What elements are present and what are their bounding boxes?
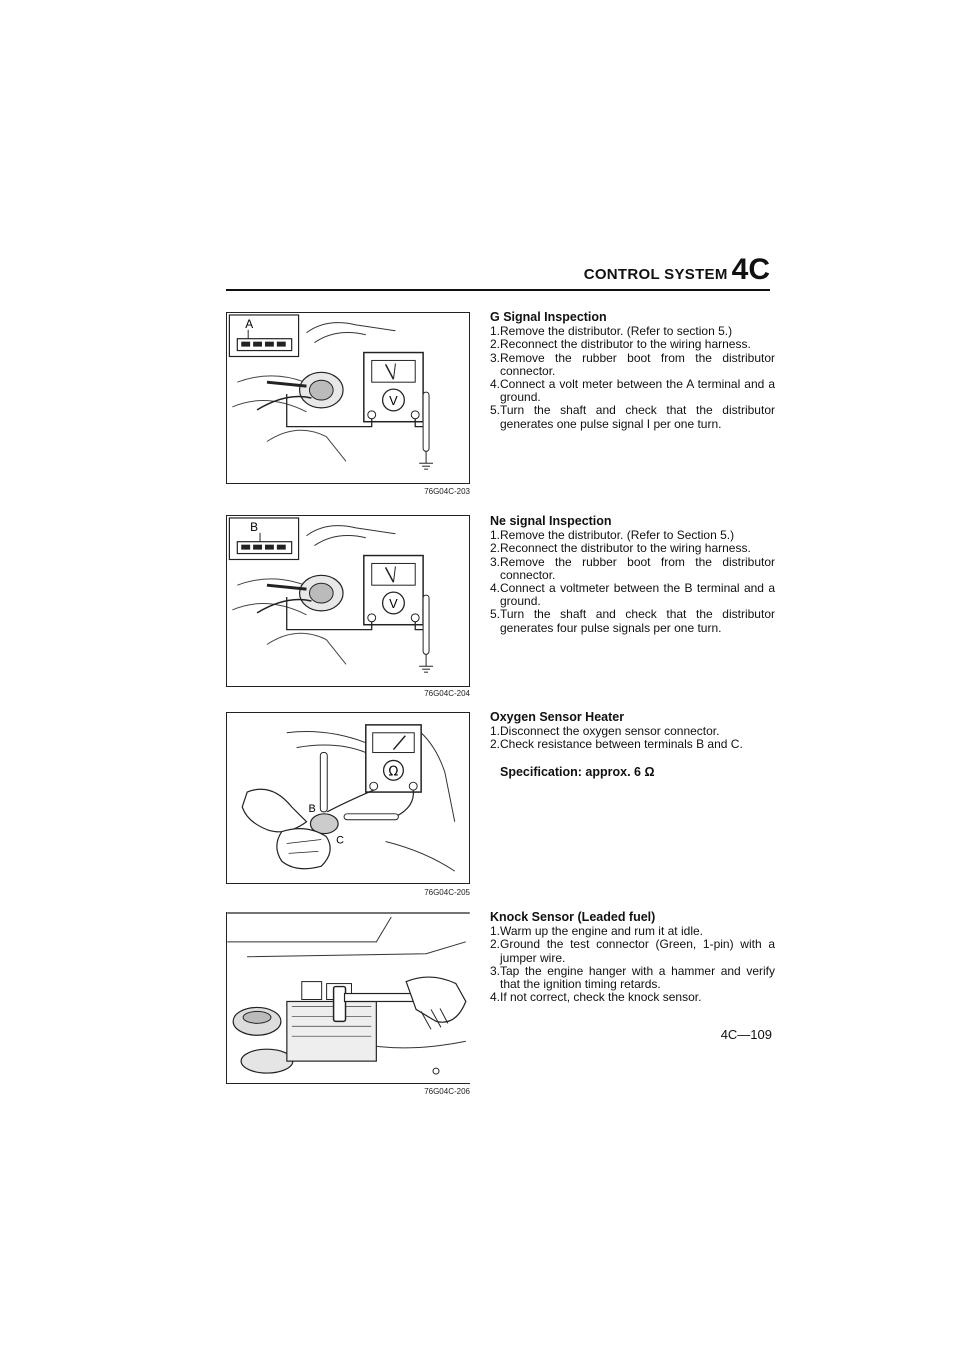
step-item: 1. Disconnect the oxygen sensor connector. bbox=[490, 724, 720, 739]
section-g-signal bbox=[490, 311, 775, 431]
section-heading: Oxygen Sensor Heater bbox=[490, 710, 625, 724]
terminal-label-b: B bbox=[308, 802, 316, 815]
header-divider bbox=[226, 289, 770, 291]
section-ne-signal bbox=[490, 515, 775, 635]
section-knock-sensor bbox=[490, 911, 775, 1004]
figure-g-signal bbox=[226, 312, 470, 484]
voltmeter-symbol: V bbox=[389, 595, 398, 611]
figure-caption: 76G04C-206 bbox=[424, 1087, 470, 1096]
step-list bbox=[490, 725, 775, 751]
page-header-title bbox=[520, 253, 770, 287]
step-item: 4. If not correct, check the knock sensor. bbox=[490, 990, 702, 1005]
step-item: 1. Warm up the engine and rum it at idle. bbox=[490, 924, 703, 939]
figure-caption: 76G04C-204 bbox=[424, 689, 470, 698]
ohmmeter-illustration bbox=[227, 713, 469, 883]
section-heading: Knock Sensor (Leaded fuel) bbox=[490, 910, 656, 924]
step-item: 2. Reconnect the distributor to the wiring harness. bbox=[490, 337, 751, 352]
terminal-label-c: C bbox=[336, 834, 344, 847]
terminal-label-a: A bbox=[245, 316, 254, 331]
figure-caption: 76G04C-205 bbox=[424, 888, 470, 897]
voltmeter-symbol: V bbox=[389, 392, 398, 408]
step-list bbox=[490, 325, 775, 431]
distributor-voltmeter-illustration bbox=[227, 516, 469, 686]
page-number: 4C—109 bbox=[720, 1027, 772, 1042]
ohmmeter-symbol: Ω bbox=[388, 764, 399, 780]
figure-oxygen-sensor bbox=[226, 712, 470, 884]
step-item: 3. Remove the rubber boot from the distributor connector. bbox=[490, 350, 775, 378]
section-heading: G Signal Inspection bbox=[490, 310, 607, 324]
step-item: 5. Turn the shaft and check that the distributor generates four pulse signals per one turn. bbox=[490, 607, 775, 635]
step-item: 3. Remove the rubber boot from the distributor connector. bbox=[490, 554, 775, 582]
figure-ne-signal bbox=[226, 515, 470, 687]
step-list bbox=[490, 529, 775, 635]
step-list bbox=[490, 925, 775, 1004]
step-item: 5. Turn the shaft and check that the distributor generates one pulse signal I per one turn. bbox=[490, 403, 775, 431]
step-item: 1. Remove the distributor. (Refer to section 5.) bbox=[490, 324, 733, 339]
distributor-voltmeter-illustration bbox=[227, 313, 469, 483]
section-oxygen-sensor-heater bbox=[490, 711, 775, 779]
step-item: 2. Check resistance between terminals B and C. bbox=[490, 737, 743, 752]
step-item: 1. Remove the distributor. (Refer to Section 5.) bbox=[490, 528, 735, 543]
figure-knock-sensor bbox=[226, 912, 470, 1084]
engine-hammer-illustration bbox=[227, 912, 470, 1083]
section-heading: Ne signal Inspection bbox=[490, 514, 612, 528]
terminal-label-b: B bbox=[250, 519, 259, 534]
step-item: 4. Connect a voltmeter between the B terminal and a ground. bbox=[490, 581, 775, 609]
section-title: CONTROL SYSTEM bbox=[583, 266, 728, 283]
step-item: 3. Tap the engine hanger with a hammer and verify that the ignition timing retards. bbox=[490, 963, 775, 992]
step-item: 2. Ground the test connector (Green, 1-pin) with a jumper wire. bbox=[490, 937, 775, 965]
specification: Specification: approx. 6 Ω bbox=[500, 764, 655, 779]
figure-caption: 76G04C-203 bbox=[424, 487, 470, 496]
step-item: 4. Connect a volt meter between the A terminal and a ground. bbox=[490, 377, 775, 405]
section-code: 4C bbox=[731, 253, 770, 286]
step-item: 2. Reconnect the distributor to the wiring harness. bbox=[490, 541, 751, 556]
